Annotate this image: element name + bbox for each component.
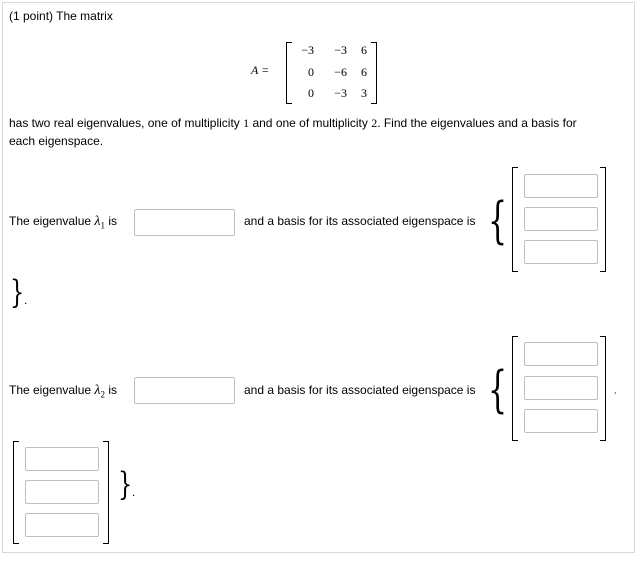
matrix-cell: 3 <box>361 86 367 100</box>
eigenvalue-2-input[interactable] <box>134 377 235 404</box>
eigenspace-2-basis-a-input-1[interactable] <box>524 342 598 366</box>
eigenspace-1-basis-input-1[interactable] <box>524 174 598 198</box>
problem-description-line2: each eigenspace. <box>9 134 104 148</box>
eigenspace-2-basis-a-input-2[interactable] <box>524 376 598 400</box>
matrix-cell: −6 <box>334 65 347 79</box>
eigenspace-2-basis-b-input-3[interactable] <box>25 513 99 537</box>
matrix-label: A = <box>251 63 270 77</box>
matrix-cell: −3 <box>334 86 347 100</box>
eigenvalue-2-label: The eigenvalue $\lambda_2$ is <box>9 383 117 400</box>
left-brace-icon: { <box>488 192 508 250</box>
eigenspace-1-basis-input-2[interactable] <box>524 207 598 231</box>
eigenspace-2-basis-a-input-3[interactable] <box>524 409 598 433</box>
vector-left-bracket <box>512 336 518 441</box>
right-brace-icon: } <box>118 466 133 504</box>
problem-description: has two real eigenvalues, one of multiplicity 1 and one of multiplicity 2. Find the eigenvalues and a basis for <box>9 116 577 130</box>
matrix-cell: 0 <box>308 86 314 100</box>
period-text: . <box>132 485 136 499</box>
eigenspace-1-basis-input-3[interactable] <box>524 240 598 264</box>
eigenvalue-1-input[interactable] <box>134 209 235 236</box>
vector-right-bracket <box>600 167 606 272</box>
vector-right-bracket <box>600 336 606 441</box>
eigenspace-2-label: and a basis for its associated eigenspace is <box>244 383 476 397</box>
comma-text: , <box>614 385 617 395</box>
problem-header: (1 point) The matrix <box>9 9 113 23</box>
matrix-cell: 6 <box>361 43 367 57</box>
matrix-cell: 6 <box>361 65 367 79</box>
matrix-right-bracket <box>371 42 377 104</box>
period-text: . <box>24 293 28 307</box>
vector-left-bracket <box>13 441 19 544</box>
matrix-cell: −3 <box>334 43 347 57</box>
eigenspace-2-basis-b-input-2[interactable] <box>25 480 99 504</box>
eigenspace-1-label: and a basis for its associated eigenspace is <box>244 214 476 228</box>
matrix-cell: 0 <box>308 65 314 79</box>
eigenspace-2-basis-b-input-1[interactable] <box>25 447 99 471</box>
vector-right-bracket <box>103 441 109 544</box>
matrix-cell: −3 <box>301 43 314 57</box>
eigenvalue-1-label: The eigenvalue $\lambda_1$ is <box>9 214 117 231</box>
right-brace-icon: } <box>10 274 25 312</box>
vector-left-bracket <box>512 167 518 272</box>
left-brace-icon: { <box>488 361 508 419</box>
